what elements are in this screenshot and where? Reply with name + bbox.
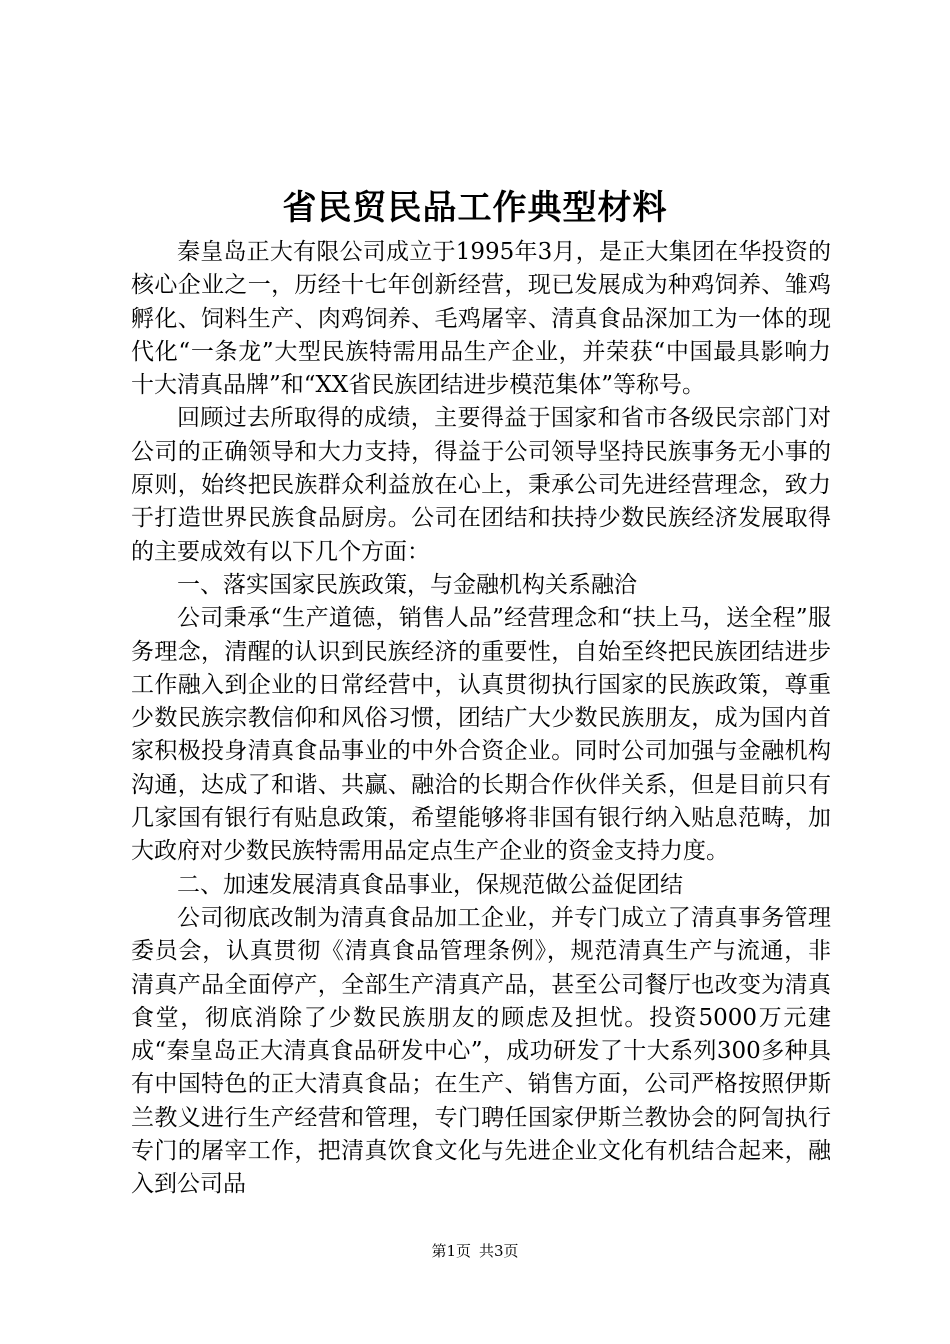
document-body: [131, 236, 831, 1202]
page-number: 第1页: [431, 1242, 471, 1260]
paragraph-review: 回顾过去所取得的成绩，主要得益于国家和省市各级民宗部门对公司的正确领导和大力支持，得益于公司领导坚持民族事务无小事的原则，始终把民族群众利益放在心上，秉承公司先进经营理念，致力于打造世界民族食品厨房。公司在团结和扶持少数民族经济发展取得的主要成效有以下几个方面：: [131, 405, 831, 565]
section-heading-1: 一、落实国家民族政策，与金融机构关系融洽: [177, 571, 637, 598]
paragraph-section-2: 公司彻底改制为清真食品加工企业，并专门成立了清真事务管理委员会，认真贯彻《清真食品管理条例》，规范清真生产与流通，非清真产品全面停产，全部生产清真产品，甚至公司餐厅也改变为清真食堂，彻底消除了少数民族朋友的顾虑及担忧。投资5000万元建成“秦皇岛正大清真食品研发中心”，成功研发了十大系列300多种具有中国特色的正大清真食品；在生产、销售方面，公司严格按照伊斯兰教义进行生产经营和管理，专门聘任国家伊斯兰教协会的阿訇执行专门的屠宰工作，把清真饮食文化与先进企业文化有机结合起来，融入到公司品: [131, 904, 831, 1198]
page-total: 共3页: [479, 1242, 519, 1260]
paragraph-intro: 秦皇岛正大有限公司成立于1995年3月，是正大集团在华投资的核心企业之一，历经十七年创新经营，现已发展成为种鸡饲养、雏鸡孵化、饲料生产、肉鸡饲养、毛鸡屠宰、清真食品深加工为一体的现代化“一条龙”大型民族特需用品生产企业，并荣获“中国最具影响力十大清真品牌”和“XX省民族团结进步模范集体”等称号。: [131, 239, 831, 399]
section-heading-2: 二、加速发展清真食品事业，保规范做公益促团结: [177, 871, 683, 898]
document-title: 省民贸民品工作典型材料: [282, 188, 668, 228]
page-footer: [0, 1240, 950, 1262]
paragraph-section-1: 公司秉承“生产道德，销售人品”经营理念和“扶上马，送全程”服务理念，清醒的认识到民族经济的重要性，自始至终把民族团结进步工作融入到企业的日常经营中，认真贯彻执行国家的民族政策，尊重少数民族宗教信仰和风俗习惯，团结广大少数民族朋友，成为国内首家积极投身清真食品事业的中外合资企业。同时公司加强与金融机构沟通，达成了和谐、共赢、融洽的长期合作伙伴关系，但是目前只有几家国有银行有贴息政策，希望能够将非国有银行纳入贴息范畴，加大政府对少数民族特需用品定点生产企业的资金支持力度。: [131, 605, 831, 865]
